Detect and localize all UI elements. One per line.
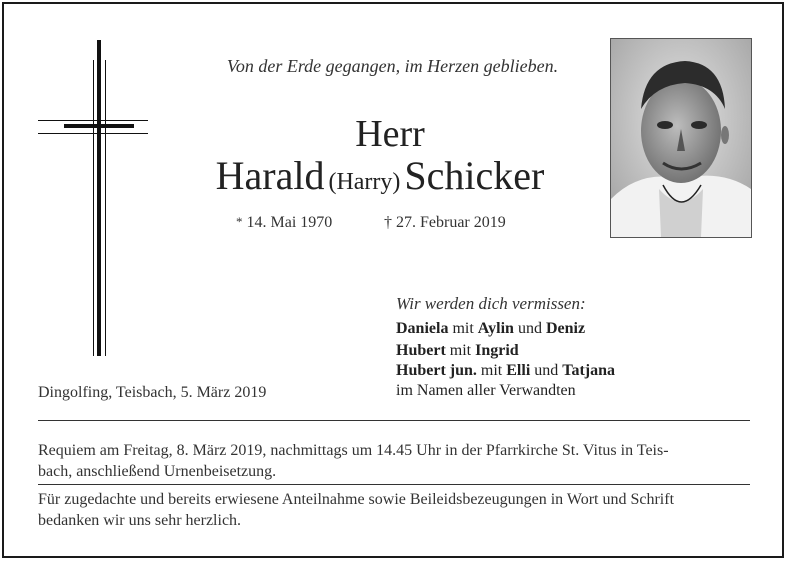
family-line: [396, 382, 576, 400]
family-connector: mit: [448, 320, 478, 337]
family-member-name: Tatjana: [562, 362, 616, 379]
family-member-name: Hubert jun.: [396, 362, 477, 379]
thanks-notice: Für zugedachte und bereits erwiesene Anteilnahme sowie Beileidsbezeugungen in Wort und Schrift bedanken wir uns sehr herzlich.: [38, 491, 675, 529]
nickname: (Harry): [328, 169, 401, 195]
deceased-name: [150, 152, 610, 199]
missing-line: Wir werden dich vermissen:: [396, 294, 586, 313]
family-line: [396, 342, 519, 360]
family-line: [396, 362, 615, 380]
death-date: † 27. Februar 2019: [384, 214, 506, 231]
requiem-notice: Requiem am Freitag, 8. März 2019, nachmittags um 14.45 Uhr in der Pfarrkirche St. Vitus in Teis- bach, anschließend Urnenbeisetzung.: [38, 442, 669, 480]
cross-icon: [38, 40, 148, 356]
divider: [38, 484, 750, 485]
family-member-name: Hubert: [396, 342, 446, 359]
family-connector: mit: [445, 342, 476, 359]
family-member-name: Aylin: [477, 320, 514, 337]
family-connector: und: [513, 320, 546, 337]
family-connector: mit: [476, 362, 507, 379]
birth-date: * 14. Mai 1970: [236, 214, 333, 231]
salutation: Herr: [355, 113, 425, 155]
last-name: Schicker: [404, 153, 545, 198]
divider: [38, 420, 750, 421]
family-line: [396, 320, 585, 338]
death-symbol: †: [384, 214, 392, 231]
family-connector: im Namen aller Verwandten: [396, 382, 576, 399]
family-member-name: Elli: [506, 362, 531, 379]
place-date: Dingolfing, Teisbach, 5. März 2019: [38, 384, 267, 401]
first-name: Harald: [215, 153, 325, 198]
motto: Von der Erde gegangen, im Herzen geblieben.: [226, 56, 559, 76]
family-member-name: Deniz: [545, 320, 586, 337]
family-connector: und: [530, 362, 563, 379]
family-member-name: Ingrid: [475, 342, 519, 359]
portrait-photo: [610, 38, 752, 238]
birth-symbol: *: [236, 214, 243, 229]
family-member-name: Daniela: [396, 320, 449, 337]
